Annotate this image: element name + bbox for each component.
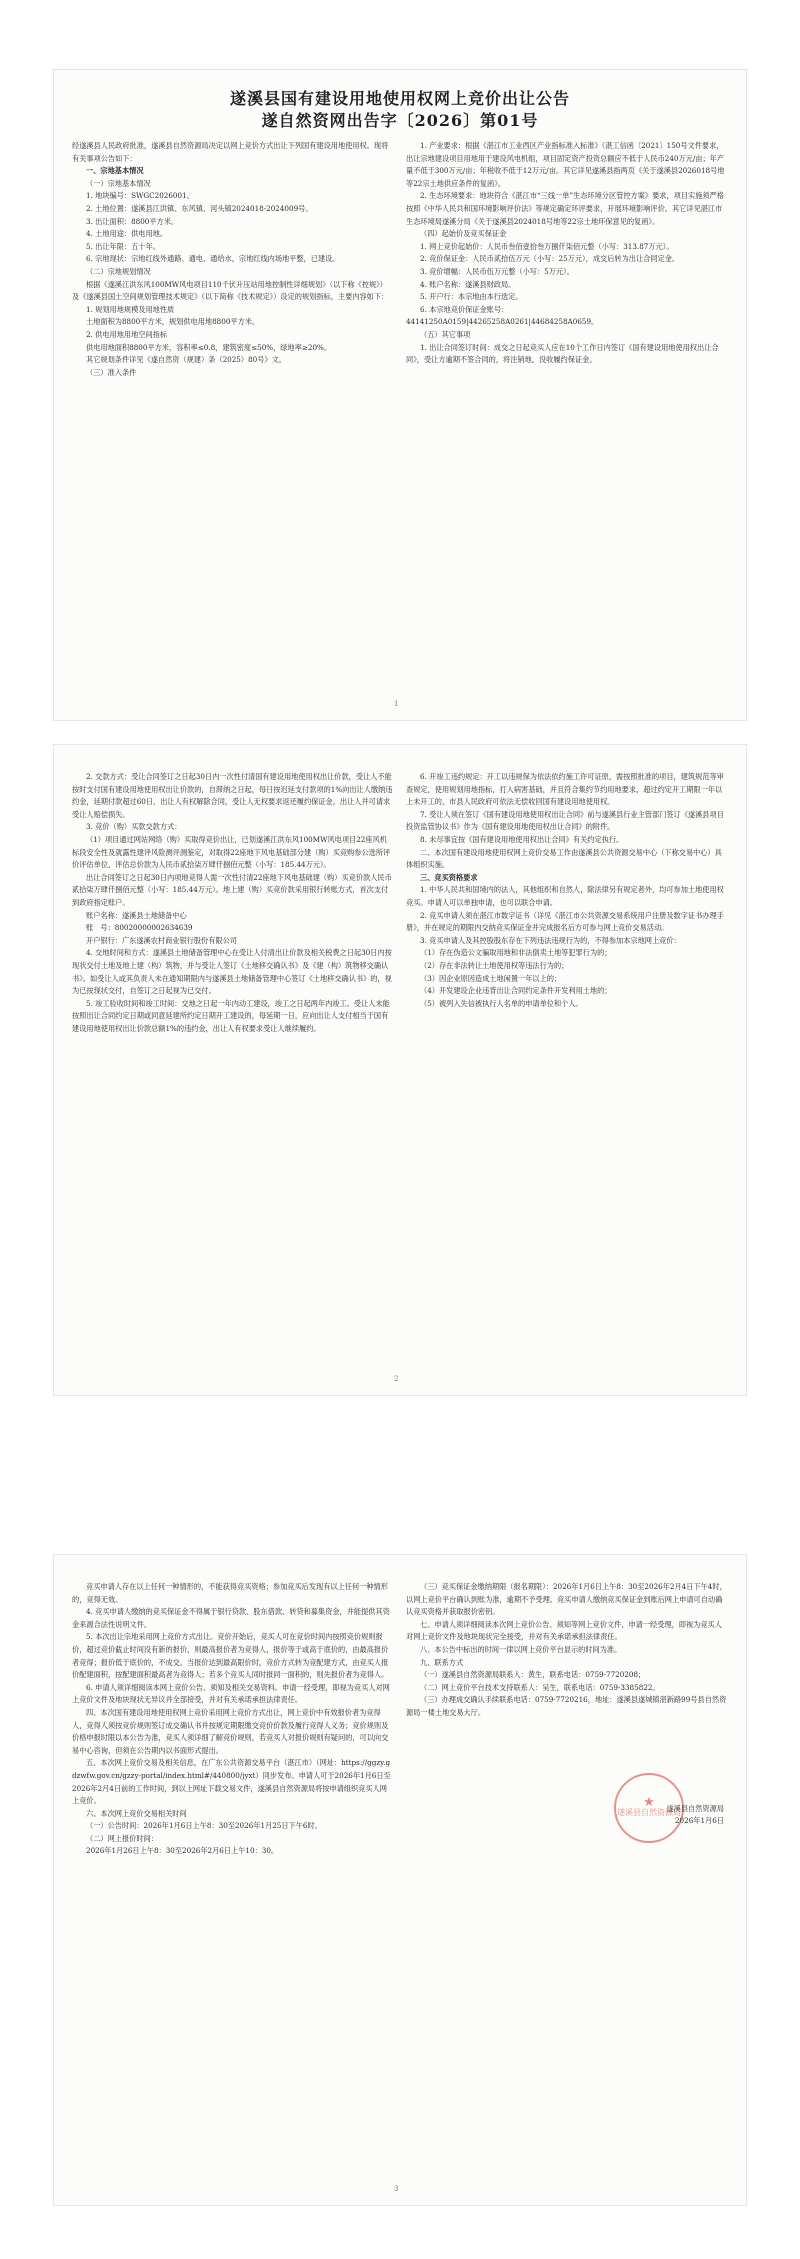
paragraph: 5. 出让年限：五十年。 bbox=[86, 241, 160, 251]
document-page-1 bbox=[54, 70, 746, 720]
paragraph: （5）被列入失信被执行人名单的申请单位和个人。 bbox=[420, 998, 583, 1008]
paragraph: （3）因企业原因造成土地闲置一年以上的； bbox=[420, 973, 562, 983]
paragraph: 3. 竞买申请人及其控股股东存在下列违法违规行为的，不得参加本宗地网上竞价： bbox=[420, 935, 681, 945]
paragraph: 六、本次网上竞价交易相关时间 bbox=[86, 1808, 187, 1818]
document-number: 遂自然资网出告字〔2026〕第01号 bbox=[261, 111, 539, 130]
paragraph: 九、联系方式 bbox=[420, 1657, 464, 1667]
paragraph: 2026年1月26日上午8：30至2026年2月6日上午10：30。 bbox=[86, 1846, 279, 1856]
paragraph: （三）竞买保证金缴纳期限（报名期限）：2026年1月6日上午8：30至2026年2月4日下午4时，以网上竞价平台确认到账为准，逾期不予受理。竞买申请人缴纳竞买保证金到账后网上申请可自动确认竞买资格并获取报价密钥。 bbox=[406, 1582, 727, 1617]
page-number: 2 bbox=[394, 1375, 399, 1383]
page-number: 1 bbox=[394, 700, 399, 708]
paragraph: 二、本次国有建设用地使用权网上竞价交易工作由遂溪县公共资源交易中心（下称交易中心）具体组织实施。 bbox=[406, 847, 722, 870]
paragraph: 3. 竞价增幅：人民币伍万元整（小写：5万元）。 bbox=[420, 266, 574, 276]
paragraph: （2）存在非法转让土地使用权等违法行为的； bbox=[420, 960, 569, 970]
paragraph: 6. 开竣工违约规定：开工以违规保为依法依约施工许可证原，需按照批准的项目，建筑规范等审查规定，使用规划用地指标，打入病害基础，并且符合集约节约用地要求，超过约定开工期限一年以上未开工的，市县人民政府可依法无偿收回国有建设用地使用权。 bbox=[406, 772, 724, 807]
paragraph: 5. 开户行：本宗地由本行选定。 bbox=[420, 292, 523, 302]
paragraph: 2. 交款方式：受让合同签订之日起30日内一次性付清国有建设用地使用权出让价款，受让人不能按时支付国有建设用地使用权出让价款的，自滞纳之日起，每日按迟延支付款项的1%向出让人缴纳违约金，延期付款超过60日，出让人有权解除合同，受让人无权要求返还履约保证金，出让人并可请求受让人赔偿损失。 bbox=[72, 772, 393, 819]
document-page-3 bbox=[54, 1555, 746, 2205]
page-number: 3 bbox=[394, 2185, 399, 2193]
paragraph: 3. 竞价（购）买款交款方式： bbox=[86, 822, 182, 832]
paragraph: （一）遂溪县自然资源局联系人：黄生，联系电话：0759-7720208； bbox=[420, 1670, 646, 1680]
star-icon: ★ bbox=[643, 1795, 655, 1810]
section-heading: 一、宗地基本情况 bbox=[86, 166, 144, 176]
paragraph: 4. 账户名称：遂溪县财政局。 bbox=[420, 279, 516, 289]
paragraph: 3. 出让面积：8800平方米。 bbox=[86, 216, 179, 226]
paragraph: 八、本公告中标出的时间一律以网上竞价平台显示的时间为准。 bbox=[420, 1644, 622, 1654]
paragraph: 44141250A0159|44265258A0261|44684258A0659。 bbox=[406, 317, 599, 327]
page3-left-column bbox=[72, 1581, 394, 1858]
paragraph: （三）准入条件 bbox=[86, 367, 137, 377]
section-heading: 三、竞买资格要求 bbox=[420, 872, 478, 882]
paragraph: 其它规划条件详见《遂自然资（规建）条（2025）80号》文。 bbox=[86, 355, 286, 365]
seal-text: 遂溪县自然资源局 bbox=[617, 1808, 681, 1817]
paragraph: （二）网上报价时间： bbox=[86, 1833, 158, 1843]
paragraph: 七、申请人须详细阅读本次网上竞价公告、须知等网上竞价文件，申请一经受理，即视为竞买人对网上竞价文件及地块现状完全接受，并对有关承诺承担法律责任。 bbox=[406, 1619, 722, 1642]
page1-left-column bbox=[72, 140, 394, 379]
paragraph: 1. 规划用地规模及用地性质 bbox=[86, 304, 175, 314]
paragraph: 1. 中华人民共和国境内的法人，其他组织和自然人，除法律另有规定者外，均可参加土地使用权竞买。申请人可以单独申请，也可以联合申请。 bbox=[406, 885, 724, 907]
paragraph: 2. 生态环境要求：地块符合《湛江市“三线一单”生态环境分区管控方案》要求，项目实施须严格按照《中华人民共和国环境影响评价法》等规定确定环评要求，开展环境影响评价。其它详见湛江市生态环境局遂溪分局《关于遂溪县2024018号地等22宗土地环保意见的复函》。 bbox=[406, 191, 724, 226]
page2-right-column bbox=[406, 771, 728, 1010]
document-page-2 bbox=[54, 745, 746, 1395]
paragraph: （四）起始价及竞买保证金 bbox=[420, 229, 507, 239]
paragraph: 供电用地面积8800平方米，容积率≤0.8，建筑密度≤50%，绿地率≥20%。 bbox=[86, 342, 332, 352]
paragraph: 出让合同签订之日起30日内项地竞得人需一次性付清22座地下风电基础建（购）买竞价款人民币贰拾柒万肆仟捌佰元整（小写：185.44万元）。地上建（购）买竞价款采用银行转账方式，首次支付到政府指定账户。 bbox=[72, 872, 392, 907]
paragraph: 2. 供电用地用地空间指标 bbox=[86, 329, 168, 339]
paragraph: 4. 交地时间和方式：遂溪县土地储备管理中心在受让人付清出让价款及相关税费之日起30日内按现状交付土地及地上建（构）筑物，并与受让人签订《土地移交确认书》及《建（构）筑物移交确认书》。如受让人或其负责人未在通知期限内与遂溪县土地储备管理中心签订《土地移交确认书》的，视为已按现状交付，自签订之日起视为已交付。 bbox=[72, 948, 392, 996]
paragraph: 6. 申请人须详细阅读本网上竞价公告、须知及相关交易资料。申请一经受理，即视为竞买人对网上竞价文件及地块现状无异议并全部接受，并对有关承诺承担法律责任。 bbox=[72, 1682, 390, 1705]
paragraph: 竞买申请人存在以上任何一种情形的，不能获得竞买资格；参加竞买后发现有以上任何一种情形的，竞得无效。 bbox=[72, 1582, 388, 1604]
paragraph: 6. 宗地现状：宗地红线外通路、通电、通给水，宗地红线内场地平整，已建设。 bbox=[86, 254, 340, 264]
document-title: 遂溪县国有建设用地使用权网上竞价出让公告 bbox=[229, 89, 570, 108]
paragraph: 四、本次国有建设用地使用权网上竞价采用网上竞价方式出让，网上竞价中有效报价者为竞得人，竞得人须按竞价规则签订成交确认书并按规定期限缴交竞价价款及履行竞得人义务；竞价规则及价格申报时限以本公告为准，竞买人须详细了解竞价规则，若竞买人对报价规则有疑问的，可以向交易中心咨询，但须在公告期内以书面形式提出。 bbox=[72, 1707, 389, 1755]
paragraph: 开户银行：广东遂溪农村商业银行股份有限公司 bbox=[86, 935, 237, 945]
paragraph: （三）办理成交确认手续联系电话：0759-7720216，地址：遂溪县遂城镇湛新路99号县自然资源局一楼土地交易大厅。 bbox=[406, 1695, 727, 1717]
paragraph: 2. 土地位置：遂溪县江洪镇、东风镇、河头镇2024018-2024009号。 bbox=[86, 203, 313, 213]
paragraph: 5. 本次出让宗地采用网上竞价方式出让。竞价开始后，竞买人可在竞价时间内按照竞价规则报价，超过竞价截止时间没有新的报价，则最高报价者为竞得人，报价等于或高于底价的，由最高报价者竞得；报价低于底价的，不成交。当报价达到最高限价时，竞价方式转为竞配建方式，由竞买人报价配建面积，按配建面积最高者为竞得人；若多个竞买人同时报同一面积的，则先报价者为竞得人。 bbox=[72, 1632, 389, 1680]
paragraph: 账户名称：遂溪县土地储备中心 bbox=[86, 910, 187, 920]
paragraph: 5. 竣工验收时间和竣工时间：交地之日起一年内动工建设，竣工之日起两年内竣工。受让人未能按照出让合同约定日期或同意延建所约定日期开工建设的，每延期一日，应向出让人支付相当于国有建设用地使用权出让价款总额1%的违约金，出让人有权要求受让人继续履约。 bbox=[72, 998, 390, 1033]
paragraph: 1. 地块编号：SWGC2026001。 bbox=[86, 191, 194, 201]
paragraph: 4. 土地用途：供电用地。 bbox=[86, 229, 168, 239]
paragraph: 2. 竞买申请人须在湛江市数字证书（详见《湛江市公共资源交易系统用户注册及数字证书办理手册》，并在规定的期限内交纳竞买保证金并完成报名后方可参与网上竞价交易活动。 bbox=[406, 910, 724, 933]
paragraph: 2. 竞价保证金：人民币贰拾伍万元（小写：25万元），成交后转为出让合同定金。 bbox=[420, 254, 680, 264]
paragraph: 根据《遂溪江洪东风100MW风电项目110千伏升压站用地控制性详细规划》（以下称《控规》）及《遂溪县国土空间规划管理技术规定》（以下简称《技术规定》）设定的规划指标，主要内容如下： bbox=[72, 279, 389, 302]
paragraph: （一）宗地基本情况 bbox=[86, 178, 151, 188]
page1-right-column bbox=[406, 140, 728, 367]
paragraph: （五）其它事项 bbox=[420, 329, 471, 339]
issue-date: 2026年1月6日 bbox=[674, 1816, 724, 1825]
page2-left-column bbox=[72, 771, 394, 1035]
page3-right-column bbox=[406, 1581, 728, 1720]
issuer-name: 遂溪县自然资源局 bbox=[666, 1804, 724, 1813]
paragraph: 8. 未尽事宜按《国有建设用地使用权出让合同》有关约定执行。 bbox=[420, 834, 624, 844]
paragraph: 1. 出让合同签订时间：成交之日起竞买人应在10个工作日内签订《国有建设用地使用权出让合同》，受让方逾期不签合同的，将注销地，没收履约保证金。 bbox=[406, 342, 719, 365]
paragraph: 五、本次网上竞价交易及相关信息，在广东公共资源交易平台（湛江市）（网址：https://ggzy.gdzwfw.gov.cn/gzzy-portal/index.html#/440800/jyxt）同步发布。申请人可于2026年1月6日至2026年2月4日前的工作时间，到以上网址下载交易文件，遂溪县自然资源局将按申请组织竞买人网上竞价。 bbox=[72, 1758, 391, 1806]
paragraph: 经遂溪县人民政府批准，遂溪县自然资源局决定以网上竞价方式出让下列国有建设用地使用权。现将有关事项公告如下： bbox=[72, 141, 389, 163]
signature-block bbox=[524, 1803, 724, 1827]
paragraph: 6. 本宗地竞价保证金账号： bbox=[420, 304, 509, 314]
paragraph: 账 号：80020000002634639 bbox=[86, 923, 193, 933]
paragraph: 4. 竞买申请人缴纳的竞买保证金不得属于银行贷款、股东借款、转贷和募集资金，并能提供其资金来源合法性说明文件。 bbox=[72, 1607, 390, 1629]
paragraph: 土地面积为8800平方米，规划供电用地8800平方米。 bbox=[86, 317, 260, 327]
paragraph: （1）项目通过网站网络（购）买取得竞价出让，已划遂溪江洪东风100MW风电项目22座风机标段安全性及就露性建评风险测评测鉴定，对取得22座地下风电基础部分建（购）买竞购参公选所评价评估单位，评估总价款为人民币贰拾柒万肆仟捌佰元整（小写：185.44万元）。 bbox=[72, 834, 391, 870]
paragraph: （4）开发建设企业违背出让合同约定条件开发利用土地的； bbox=[420, 986, 612, 996]
paragraph: 7. 受让人须在签订《国有建设用地使用权出让合同》前与遂溪县行业主管部门签订《遂溪县项目投资监管协议书》作为《国有建设用地使用权出让合同》的附件。 bbox=[406, 809, 724, 832]
paragraph: 1. 网上竞价起始价：人民币叁佰壹拾叁万捌仟柒佰元整（小写：313.87万元）。 bbox=[420, 241, 674, 251]
paragraph: 1. 产业要求：根据《湛江市工业西区产业指标准入标准》（湛工信函〔2021〕150号文件要求，出让宗地建设项目用地用于建设风电机组，项目固定资产投资总额应不低于人民币240万元/亩；年产量不低于300万元/亩；年税收不低于12万元/亩。其它详见遂溪县指两页《关于遂溪县2026018号地等22宗土地供应条件的复函》。 bbox=[406, 141, 725, 188]
paragraph: （二）宗地规划情况 bbox=[86, 266, 151, 276]
paragraph: （二）网上竞价平台技术支持联系人：吴生，联系电话：0759-3385822。 bbox=[420, 1682, 660, 1692]
paragraph: （1）存在伪造公文骗取用地和非法倒卖土地等犯罪行为的； bbox=[420, 948, 612, 958]
paragraph: （一）公告时间：2026年1月6日上午8：30至2026年1月25日下午6时。 bbox=[86, 1821, 322, 1831]
